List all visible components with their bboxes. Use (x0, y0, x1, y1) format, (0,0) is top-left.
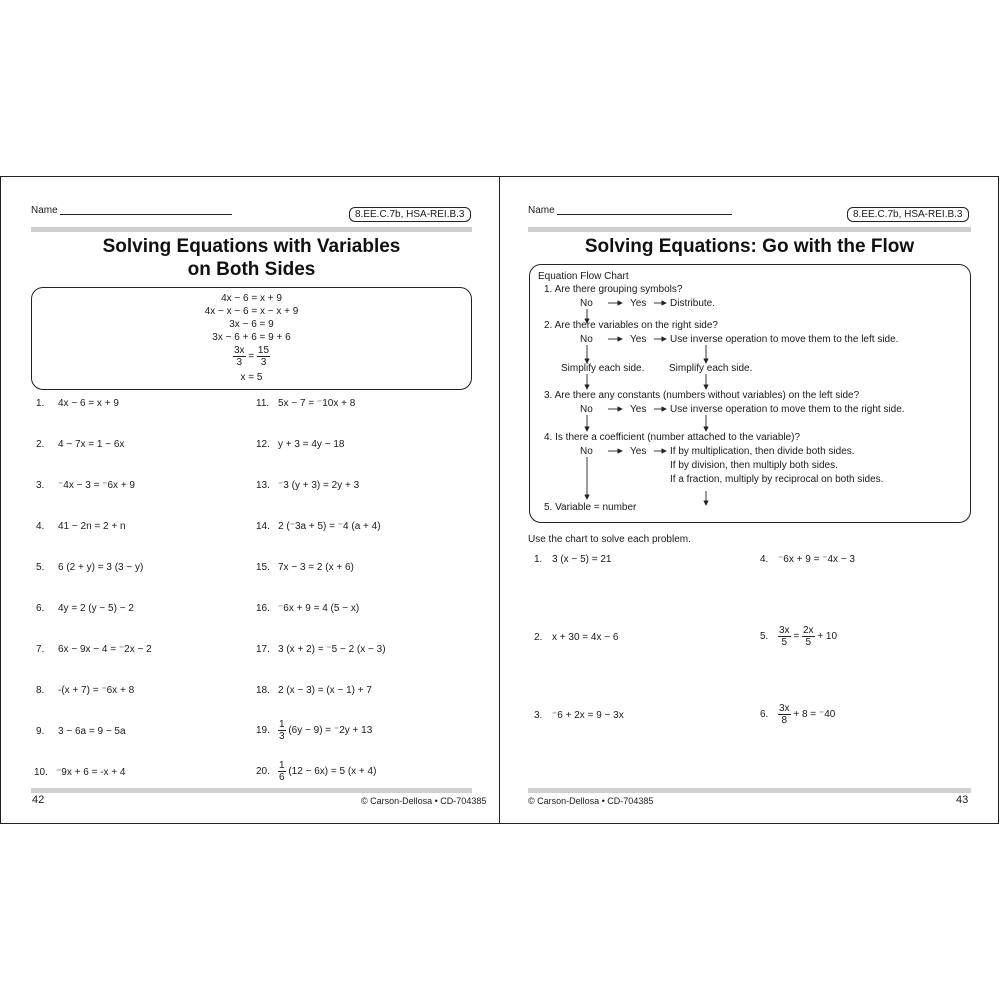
problem-item: 4. 41 − 2n = 2 + n (36, 521, 126, 532)
right-page (500, 176, 999, 824)
flow-heading: Equation Flow Chart (538, 271, 629, 282)
standard-badge: 8.EE.C.7b, HSA-REI.B.3 (349, 207, 471, 222)
fraction: $\frac{1}{3}$ (279, 719, 285, 742)
fraction: $\frac{3x}{3}$ (233, 345, 245, 368)
example-result: x = 5 (240, 372, 263, 383)
problem-item: 19. $\frac{1}{3}$ (6y − 9) = ⁻2y + 13 (256, 719, 373, 742)
example-line: 3x − 6 = 9 (229, 319, 274, 330)
problem-item: 1. 3 (x − 5) = 21 (534, 554, 612, 565)
problem-item: 12. y + 3 = 4y − 18 (256, 439, 345, 450)
example-line: 4x − 6 = x + 9 (221, 293, 282, 304)
standard-badge: 8.EE.C.7b, HSA-REI.B.3 (847, 207, 969, 222)
problem-item: 6. 4y = 2 (y − 5) − 2 (36, 603, 134, 614)
problem-item: 3. ⁻6 + 2x = 9 − 3x (534, 710, 624, 721)
flow-action-2: Use inverse operation to move them to the left side. (670, 334, 899, 345)
footer-copyright: © Carson-Dellosa • CD-704385 (361, 796, 487, 806)
instruction-text: Use the chart to solve each problem. (528, 534, 691, 545)
fraction: $\frac{15}{3}$ (257, 345, 270, 368)
flow-yes: Yes (630, 404, 647, 415)
footer-copyright: © Carson-Dellosa • CD-704385 (528, 796, 654, 806)
page-number: 43 (956, 794, 969, 806)
problem-item: 1. 4x − 6 = x + 9 (36, 398, 119, 409)
flow-action-4b: If by division, then multiply both sides. (670, 460, 838, 471)
page-title: Solving Equations: Go with the Flow (584, 236, 915, 257)
fraction: $\frac{3x}{5}$ (779, 625, 790, 648)
problem-item: 13. ⁻3 (y + 3) = 2y + 3 (256, 480, 360, 491)
flow-yes: Yes (630, 334, 647, 345)
name-line (60, 214, 232, 215)
flow-question-1: 1. Are there grouping symbols? (544, 284, 683, 295)
problem-item: 2. 4 − 7x = 1 − 6x (36, 439, 125, 450)
flow-no: No (580, 298, 593, 309)
flow-chart-box (529, 264, 971, 523)
problem-item: 11. 5x − 7 = ⁻10x + 8 (256, 398, 356, 409)
flow-question-4: 4. Is there a coefficient (number attached to the variable)? (544, 432, 801, 443)
problem-item: 18. 2 (x − 3) = (x − 1) + 7 (256, 685, 372, 696)
title-line-1: Solving Equations with Variables (102, 236, 401, 257)
flow-action-4a: If by multiplication, then divide both sides. (670, 446, 855, 457)
left-page (0, 176, 500, 824)
problem-item: 17. 3 (x + 2) = ⁻5 − 2 (x − 3) (256, 644, 386, 655)
problem-item: 5. 6 (2 + y) = 3 (3 − y) (36, 562, 144, 573)
problem-item: 7. 6x − 9x − 4 = ⁻2x − 2 (36, 644, 152, 655)
title-line-2: on Both Sides (187, 259, 316, 280)
problem-item: 2. x + 30 = 4x − 6 (534, 632, 619, 643)
header-bar (31, 227, 472, 232)
problem-item: 4. ⁻6x + 9 = ⁻4x − 3 (760, 554, 855, 565)
footer-bar (31, 788, 472, 793)
footer-bar (528, 788, 971, 793)
example-fraction-line: $\frac{3x}{3}$ = $\frac{15}{3}$ (233, 345, 270, 368)
problem-item: 16. ⁻6x + 9 = 4 (5 − x) (256, 603, 360, 614)
name-label: Name (528, 205, 555, 216)
problem-item: 20. $\frac{1}{6}$ (12 − 6x) = 5 (x + 4) (256, 760, 377, 783)
problem-item: 6. $\frac{3x}{8}$ + 8 = ⁻40 (760, 703, 836, 726)
flow-action-3: Use inverse operation to move them to the right side. (670, 404, 905, 415)
flow-yes: Yes (630, 446, 647, 457)
fraction: $\frac{1}{6}$ (279, 760, 285, 783)
flow-question-2: 2. Are there variables on the right side? (544, 320, 718, 331)
problem-item: 15. 7x − 3 = 2 (x + 6) (256, 562, 354, 573)
problem-item: 8. -(x + 7) = ⁻6x + 8 (36, 685, 135, 696)
flow-simplify: Simplify each side. (669, 363, 753, 374)
flow-yes: Yes (630, 298, 647, 309)
example-line: 3x − 6 + 6 = 9 + 6 (212, 332, 291, 343)
fraction: $\frac{2x}{5}$ (802, 625, 814, 648)
problem-item: 9. 3 − 6a = 9 − 5a (36, 726, 126, 737)
name-line (557, 214, 732, 215)
flow-no: No (580, 404, 593, 415)
flow-no: No (580, 446, 593, 457)
fraction: $\frac{3x}{8}$ (779, 703, 790, 726)
example-line: 4x − x − 6 = x − x + 9 (204, 306, 299, 317)
flow-action-4c: If a fraction, multiply by reciprocal on both sides. (670, 474, 884, 485)
problem-item: 5. $\frac{3x}{5}$ = $\frac{2x}{5}$ + 10 (760, 625, 838, 648)
problem-item: 10. ⁻9x + 6 = -x + 4 (34, 767, 126, 778)
page-number: 42 (32, 794, 45, 806)
header-bar (528, 227, 971, 232)
flow-question-3: 3. Are there any constants (numbers without variables) on the left side? (544, 390, 860, 401)
flow-action-1: Distribute. (670, 298, 716, 309)
example-box (31, 287, 472, 390)
problem-item: 3. ⁻4x − 3 = ⁻6x + 9 (36, 480, 135, 491)
problem-item: 14. 2 (⁻3a + 5) = ⁻4 (a + 4) (256, 521, 381, 532)
flow-simplify: Simplify each side. (561, 363, 645, 374)
name-label: Name (31, 205, 58, 216)
flow-step-5: 5. Variable = number (544, 502, 637, 513)
flow-no: No (580, 334, 593, 345)
page-title (31, 235, 472, 281)
